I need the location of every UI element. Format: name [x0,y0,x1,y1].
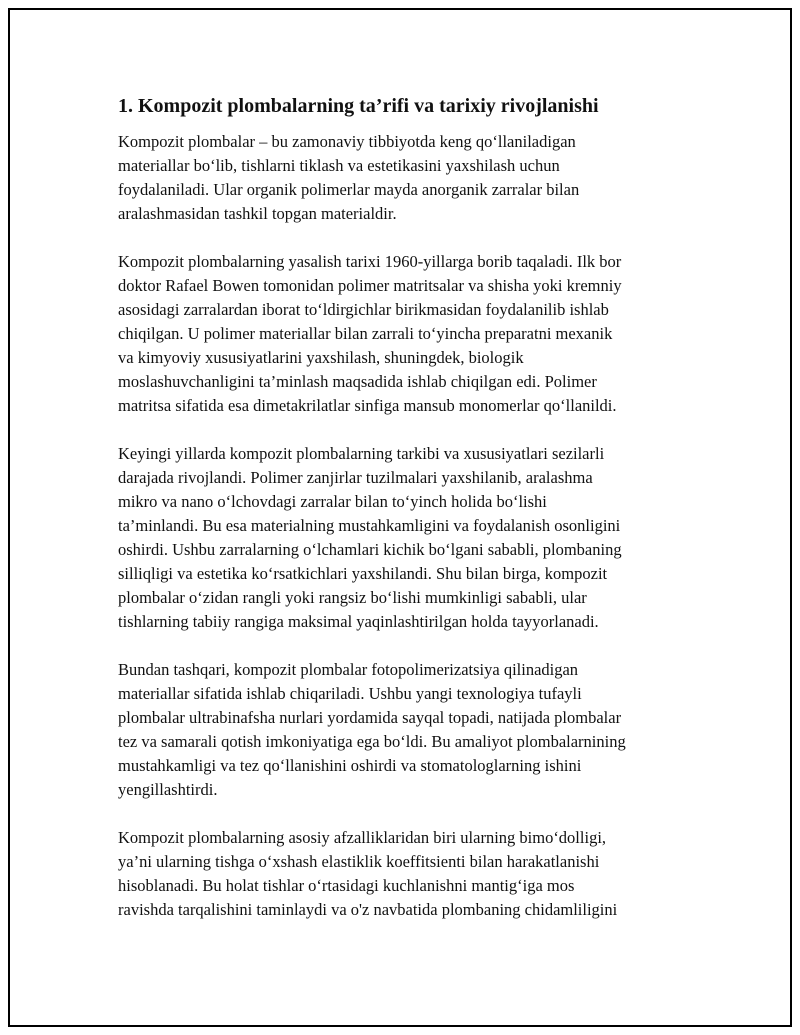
section-heading: 1. Kompozit plombalarning ta’rifi va tarixiy rivojlanishi [118,95,599,117]
text-line: darajada rivojlandi. Polimer zanjirlar tuzilmalari yaxshilanib, aralashma [118,468,593,487]
text-line: Keyingi yillarda kompozit plombalarning tarkibi va xususiyatlari sezilarli [118,444,605,463]
text-line: silliqligi va estetika ko‘rsatkichlari yaxshilandi. Shu bilan birga, kompozit [118,564,608,583]
text-line: ravishda tarqalishini taminlaydi va o'z navbatida plombaning chidamliligini [118,900,618,919]
text-line: va kimyoviy xususiyatlarini yaxshilash, shuningdek, biologik [118,348,524,367]
text-line: ya’ni ularning tishga o‘xshash elastiklik koeffitsienti bilan harakatlanishi [118,852,600,871]
text-line: moslashuvchanligini ta’minlash maqsadida ishlab chiqilgan edi. Polimer [118,372,597,391]
text-line: plombalar ultrabinafsha nurlari yordamida sayqal topadi, natijada plombalar [118,708,622,727]
text-line: tez va samarali qotish imkoniyatiga ega bo‘ldi. Bu amaliyot plombalarnining [118,732,626,751]
text-line: matritsa sifatida esa dimetakrilatlar sinfiga mansub monomerlar qo‘llanildi. [118,396,617,415]
paragraph-advantages [118,826,693,922]
text-line: chiqilgan. U polimer materiallar bilan zarrali to‘yincha preparatni mexanik [118,324,613,343]
paragraph-history [118,250,693,418]
text-line: tishlarning tabiiy rangiga maksimal yaqinlashtirilgan holda tayyorlanadi. [118,612,599,631]
paragraph-development [118,442,693,634]
text-line: oshirdi. Ushbu zarralarning o‘lchamlari kichik bo‘lgani sababli, plombaning [118,540,622,559]
text-line: aralashmasidan tashkil topgan materialdir. [118,204,397,223]
text-line: materiallar bo‘lib, tishlarni tiklash va estetikasini yaxshilash uchun [118,156,560,175]
text-line: ta’minlandi. Bu esa materialning mustahkamligini va foydalanish osonligini [118,516,621,535]
text-line: mikro va nano o‘lchovdagi zarralar bilan to‘yinch holida bo‘lishi [118,492,547,511]
text-line: materiallar sifatida ishlab chiqariladi. Ushbu yangi texnologiya tufayli [118,684,582,703]
page-frame [8,8,792,1027]
text-line: doktor Rafael Bowen tomonidan polimer matritsalar va shisha yoki kremniy [118,276,622,295]
paragraph-photopolymerization [118,658,693,802]
text-line: asosidagi zarralardan iborat to‘ldirgichlar birikmasidan foydalanilib ishlab [118,300,609,319]
text-line: yengillashtirdi. [118,780,218,799]
text-line: mustahkamligi va tez qo‘llanishini oshirdi va stomatologlarning ishini [118,756,582,775]
text-line: foydalaniladi. Ular organik polimerlar mayda anorganik zarralar bilan [118,180,580,199]
text-line: Kompozit plombalarning yasalish tarixi 1960-yillarga borib taqaladi. Ilk bor [118,252,622,271]
text-line: hisoblanadi. Bu holat tishlar o‘rtasidagi kuchlanishni mantig‘iga mos [118,876,575,895]
text-line: plombalar o‘zidan rangli yoki rangsiz bo‘lishi mumkinligi sababli, ular [118,588,587,607]
text-line: Kompozit plombalar – bu zamonaviy tibbiyotda keng qo‘llaniladigan [118,132,576,151]
text-line: Bundan tashqari, kompozit plombalar fotopolimerizatsiya qilinadigan [118,660,579,679]
text-line: Kompozit plombalarning asosiy afzalliklaridan biri ularning bimo‘dolligi, [118,828,607,847]
document-body [118,94,693,946]
paragraph-definition [118,130,693,226]
